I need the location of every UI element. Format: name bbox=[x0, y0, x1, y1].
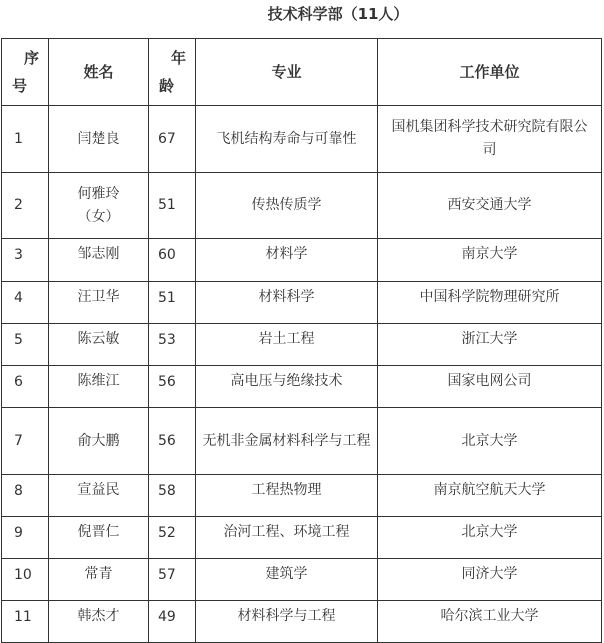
cell-age: 49 bbox=[149, 601, 196, 643]
cell-unit: 南京大学 bbox=[378, 239, 602, 282]
cell-unit: 南京航空航天大学 bbox=[378, 475, 602, 517]
cell-name: 韩杰才 bbox=[49, 601, 149, 643]
cell-unit: 国家电网公司 bbox=[378, 366, 602, 408]
section-title: 技术科学部（11人） bbox=[267, 5, 409, 23]
table-row bbox=[2, 324, 602, 366]
cell-age: 56 bbox=[149, 366, 196, 408]
cell-name: 俞大鹏 bbox=[49, 408, 149, 475]
table-row bbox=[2, 601, 602, 643]
cell-major: 治河工程、环境工程 bbox=[196, 517, 378, 559]
cell-age: 67 bbox=[149, 106, 196, 173]
cell-no: 11 bbox=[2, 601, 49, 643]
cell-no: 2 bbox=[2, 173, 49, 239]
cell-unit: 浙江大学 bbox=[378, 324, 602, 366]
cell-name: 常青 bbox=[49, 559, 149, 601]
cell-no: 9 bbox=[2, 517, 49, 559]
cell-major: 飞机结构寿命与可靠性 bbox=[196, 106, 378, 173]
cell-no: 5 bbox=[2, 324, 49, 366]
table-row bbox=[2, 173, 602, 239]
cell-unit: 哈尔滨工业大学 bbox=[378, 601, 602, 643]
cell-no: 3 bbox=[2, 239, 49, 282]
table-row bbox=[2, 559, 602, 601]
header-no-top: 序 bbox=[24, 49, 40, 67]
table-row bbox=[2, 366, 602, 408]
cell-unit: 同济大学 bbox=[378, 559, 602, 601]
cell-name: 汪卫华 bbox=[49, 282, 149, 324]
table-header-row bbox=[2, 39, 602, 106]
cell-name: 陈云敏 bbox=[49, 324, 149, 366]
cell-no: 6 bbox=[2, 366, 49, 408]
cell-name: 闫楚良 bbox=[49, 106, 149, 173]
cell-name: 何雅玲（女） bbox=[49, 173, 149, 239]
cell-age: 56 bbox=[149, 408, 196, 475]
cell-major: 材料科学与工程 bbox=[196, 601, 378, 643]
cell-name: 陈维江 bbox=[49, 366, 149, 408]
table-row bbox=[2, 106, 602, 173]
cell-major: 传热传质学 bbox=[196, 173, 378, 239]
cell-name: 宣益民 bbox=[49, 475, 149, 517]
cell-age: 51 bbox=[149, 173, 196, 239]
header-no bbox=[2, 39, 49, 106]
table-row bbox=[2, 408, 602, 475]
cell-age: 60 bbox=[149, 239, 196, 282]
cell-unit: 西安交通大学 bbox=[378, 173, 602, 239]
header-age-top: 年 bbox=[171, 49, 187, 67]
academician-table bbox=[1, 38, 602, 643]
cell-no: 1 bbox=[2, 106, 49, 173]
header-name: 姓名 bbox=[49, 39, 149, 106]
cell-major: 材料科学 bbox=[196, 282, 378, 324]
cell-major: 材料学 bbox=[196, 239, 378, 282]
cell-major: 岩土工程 bbox=[196, 324, 378, 366]
cell-major: 无机非金属材料科学与工程 bbox=[196, 408, 378, 475]
cell-no: 8 bbox=[2, 475, 49, 517]
cell-age: 57 bbox=[149, 559, 196, 601]
cell-age: 58 bbox=[149, 475, 196, 517]
cell-name: 倪晋仁 bbox=[49, 517, 149, 559]
header-no-bottom: 号 bbox=[12, 77, 28, 95]
cell-age: 52 bbox=[149, 517, 196, 559]
cell-unit: 国机集团科学技术研究院有限公司 bbox=[378, 106, 602, 173]
table-row bbox=[2, 475, 602, 517]
cell-major: 工程热物理 bbox=[196, 475, 378, 517]
cell-name: 邹志刚 bbox=[49, 239, 149, 282]
header-unit: 工作单位 bbox=[378, 39, 602, 106]
table-row bbox=[2, 517, 602, 559]
header-age bbox=[149, 39, 196, 106]
cell-age: 53 bbox=[149, 324, 196, 366]
cell-unit: 中国科学院物理研究所 bbox=[378, 282, 602, 324]
header-major: 专业 bbox=[196, 39, 378, 106]
cell-no: 10 bbox=[2, 559, 49, 601]
cell-major: 高电压与绝缘技术 bbox=[196, 366, 378, 408]
cell-unit: 北京大学 bbox=[378, 517, 602, 559]
cell-major: 建筑学 bbox=[196, 559, 378, 601]
cell-no: 7 bbox=[2, 408, 49, 475]
table-row bbox=[2, 282, 602, 324]
header-age-bottom: 龄 bbox=[159, 77, 175, 95]
cell-no: 4 bbox=[2, 282, 49, 324]
cell-unit: 北京大学 bbox=[378, 408, 602, 475]
cell-age: 51 bbox=[149, 282, 196, 324]
table-row bbox=[2, 239, 602, 282]
